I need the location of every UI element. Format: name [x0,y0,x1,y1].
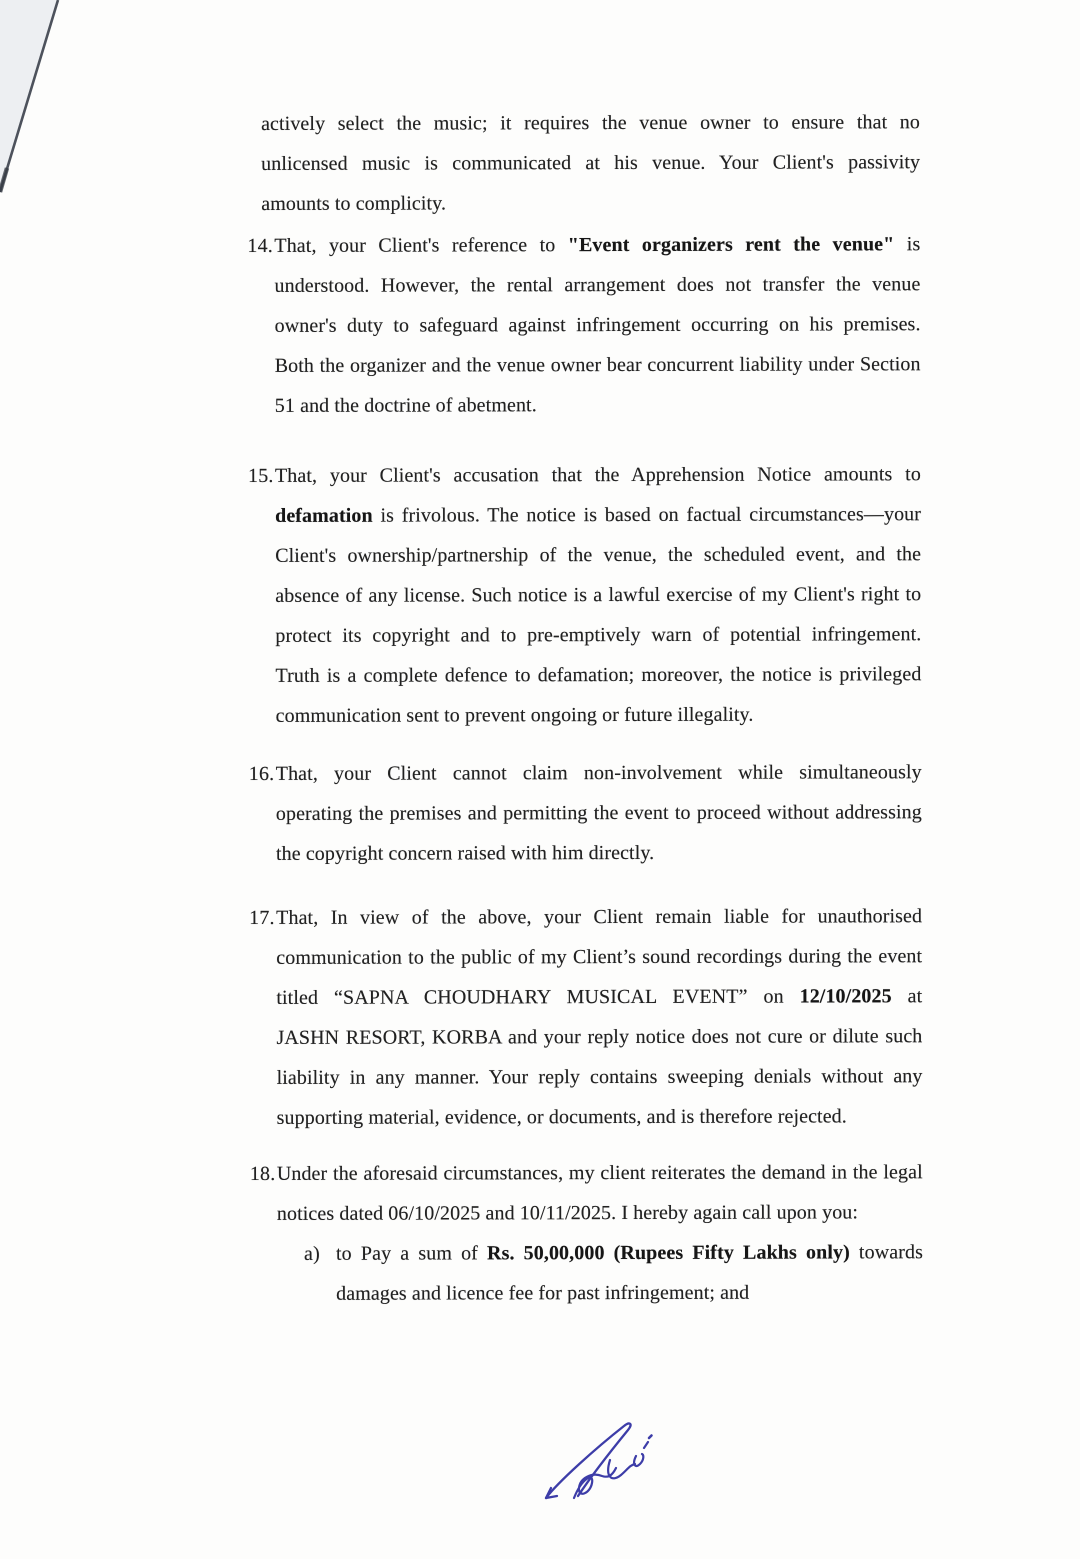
paragraph-16 [249,752,922,874]
paragraph-number: 16. [248,762,275,785]
text-line-content: 51 and the doctrine of abetment. [274,394,537,417]
text-line [261,182,920,224]
text-line-content: That, your Client cannot claim non-involvement while simultaneously [275,761,922,785]
paragraph-15 [248,454,922,736]
text-line [276,1016,922,1058]
text-line [277,1096,923,1138]
text-line-content: to Pay a sum of Rs. 50,00,000 (Rupees Fifty Lakhs only) towards [335,1241,923,1265]
text-line-content: defamation is frivolous. The notice is based on factual circumstances—your [275,503,922,527]
text-line-content: That, In view of the above, your Client remain liable for unauthorised [276,905,923,929]
paragraph-number: 15. [247,464,274,487]
text-line [276,832,922,874]
bold-text: defamation [275,504,373,527]
paragraph-number: a) [303,1242,320,1265]
paragraph-lines [336,1232,923,1314]
text-line [276,936,922,978]
paragraph-18 [250,1152,923,1234]
text-line-content: the copyright concern raised with him directly. [275,841,655,865]
text-line [276,752,922,794]
signature-stroke [546,1423,631,1498]
text-line-content: JASHN RESORT, KORBA and your reply notice does not cure or dilute such [276,1025,923,1049]
bold-text: 12/10/2025 [799,985,892,1008]
text-line [275,454,921,496]
text-line-content: owner's duty to safeguard against infringement occurring on his premises. [274,313,921,337]
text-line-content: liability in any manner. Your reply contains sweeping denials without any [276,1065,923,1089]
text-line-content: actively select the music; it requires the venue owner to ensure that no [261,111,921,135]
text-line [277,1152,923,1194]
text-line-content: notices dated 06/10/2025 and 10/11/2025. I hereby again call upon you: [276,1201,859,1225]
text-line-content: communication sent to prevent ongoing or future illegality. [275,703,754,727]
text-line-content: unlicensed music is communicated at his venue. Your Client's passivity [261,151,921,175]
paragraph-number: 14. [247,234,274,257]
bold-text: "Event organizers rent the venue" [567,233,895,257]
paragraph-number: 18. [249,1162,276,1185]
paragraph-lines [276,896,923,1138]
signature-stroke [649,1436,652,1439]
text-line-content: Both the organizer and the venue owner bear concurrent liability under Section [274,353,921,377]
text-line-content: understood. However, the rental arrangement does not transfer the venue [274,273,921,297]
text-line [276,976,922,1018]
text-line [261,142,920,184]
text-line [336,1272,923,1314]
text-line [275,384,921,426]
text-line [275,654,921,696]
text-line-content: titled “SAPNA CHOUDHARY MUSICAL EVENT” on 12/10/2025 at [276,985,923,1009]
text-line-content: supporting material, evidence, or documents, and is therefore rejected. [276,1105,847,1129]
paragraph-lines [274,224,921,426]
paragraph-number: 17. [249,906,275,929]
page-corner-artifact [0,0,72,200]
text-line-content: communication to the public of my Client’s sound recordings during the event [276,945,923,969]
text-line-content: absence of any license. Such notice is a lawful exercise of my Client's right to [275,583,922,607]
text-line [336,1232,923,1274]
text-line [275,494,921,536]
text-line-content: Truth is a complete defence to defamation; moreover, the notice is privileged [275,663,922,687]
text-line-content: protect its copyright and to pre-emptively warn of potential infringement. [275,623,922,647]
paragraph-lines [276,752,922,874]
text-line-content: damages and licence fee for past infringement; and [336,1281,750,1305]
paragraph-a [250,1232,923,1314]
paragraph-lines [277,1152,923,1234]
text-line [275,614,921,656]
paragraph-lines [261,102,920,224]
text-line-content: That, your Client's accusation that the Apprehension Notice amounts to [274,463,921,487]
paragraph-14 [247,224,921,426]
text-line-content: Client's ownership/partnership of the venue, the scheduled event, and the [275,543,922,567]
text-line [261,102,920,144]
paragraph-continuation [247,102,920,224]
text-line-content: Under the aforesaid circumstances, my client reiterates the demand in the legal [276,1161,923,1185]
text-line [277,1192,923,1234]
text-line [276,792,922,834]
text-line [276,896,922,938]
bold-text: Rs. 50,00,000 (Rupees Fifty Lakhs only) [486,1241,850,1265]
text-line [275,304,921,346]
text-line [274,264,920,306]
paragraph-lines [275,454,922,736]
paragraph-17 [249,896,923,1138]
notice-text-block [247,102,923,1314]
text-line [276,694,922,736]
text-line [275,574,921,616]
signature [538,1416,660,1508]
text-line [276,1056,922,1098]
text-line [274,224,920,266]
text-line [275,344,921,386]
text-line-content: amounts to complicity. [261,192,447,215]
text-line-content: That, your Client's reference to "Event organizers rent the venue" is [274,233,921,257]
text-line-content: operating the premises and permitting the event to proceed without addressing [275,801,922,825]
text-line [275,534,921,576]
